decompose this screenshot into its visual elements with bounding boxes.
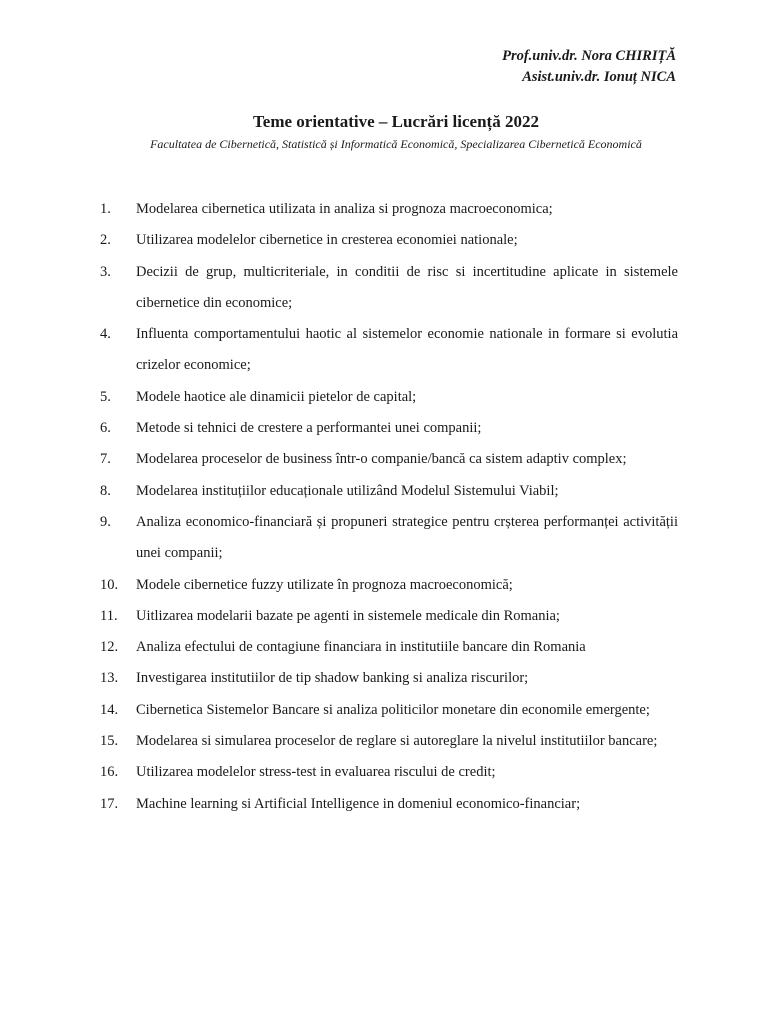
topic-number: 17. xyxy=(100,795,119,812)
topics-list xyxy=(100,194,678,820)
topic-number: 5. xyxy=(100,388,111,405)
topic-text: Analiza efectului de contagiune financiara in institutiile bancare din Romania xyxy=(136,639,586,656)
topic-item xyxy=(100,507,678,570)
topic-number: 2. xyxy=(100,232,111,249)
author-line-2: Asist.univ.dr. Ionuț NICA xyxy=(522,69,676,85)
topic-text: Machine learning si Artificial Intelligence in domeniul economico-financiar; xyxy=(136,795,581,812)
document-title: Teme orientative – Lucrări licență 2022 xyxy=(253,112,539,131)
topic-item xyxy=(100,382,678,413)
topic-number: 3. xyxy=(100,263,111,280)
topic-item xyxy=(100,632,678,663)
topic-number: 10. xyxy=(100,576,119,593)
topic-number: 11. xyxy=(100,607,118,624)
topic-text: Modele haotice ale dinamicii pietelor de capital; xyxy=(136,388,417,405)
topic-item xyxy=(100,225,678,256)
topic-text: Cibernetica Sistemelor Bancare si analiza politicilor monetare din economile emergente; xyxy=(136,701,650,718)
topic-item xyxy=(100,663,678,694)
topic-number: 9. xyxy=(100,513,111,530)
topic-text: Modelarea si simularea proceselor de reglare si autoreglare la nivelul institutiilor bancare; xyxy=(136,733,658,750)
topic-item xyxy=(100,413,678,444)
topic-item xyxy=(100,789,678,820)
topic-number: 4. xyxy=(100,326,111,343)
topic-number: 12. xyxy=(100,639,119,656)
topic-text: Influenta comportamentului haotic al sistemelor economie nationale in formare si evolutia crizelor economice; xyxy=(136,326,678,374)
topic-text: Modelarea proceselor de business într-o companie/bancă ca sistem adaptiv complex; xyxy=(136,451,627,468)
document-subtitle: Facultatea de Cibernetică, Statistică și Informatică Economică, Specializarea Cibernetică Economică xyxy=(150,137,642,151)
authors-block xyxy=(502,46,676,88)
topic-item xyxy=(100,726,678,757)
topic-text: Modele cibernetice fuzzy utilizate în prognoza macroeconomică; xyxy=(136,576,513,593)
topic-item xyxy=(100,194,678,225)
topic-number: 7. xyxy=(100,451,111,468)
topic-number: 6. xyxy=(100,420,111,437)
author-line-1: Prof.univ.dr. Nora CHIRIȚĂ xyxy=(502,48,676,64)
topic-number: 15. xyxy=(100,733,119,750)
topic-number: 13. xyxy=(100,670,119,687)
topic-text: Modelarea cibernetica utilizata in analiza si prognoza macroeconomica; xyxy=(136,201,553,217)
topic-text: Analiza economico-financiară și propuneri strategice pentru crșterea performanței activității unei companii; xyxy=(136,513,678,562)
topic-number: 8. xyxy=(100,482,111,499)
topic-text: Investigarea institutiilor de tip shadow banking si analiza riscurilor; xyxy=(136,670,529,687)
topic-item xyxy=(100,257,678,320)
topic-number: 16. xyxy=(100,764,119,781)
topic-item xyxy=(100,319,678,382)
topic-item xyxy=(100,570,678,601)
topic-item xyxy=(100,476,678,507)
topic-number: 1. xyxy=(100,201,111,217)
topic-text: Utilizarea modelelor stress-test in evaluarea riscului de credit; xyxy=(136,764,496,781)
topic-item xyxy=(100,601,678,632)
topic-text: Uitlizarea modelarii bazate pe agenti in sistemele medicale din Romania; xyxy=(136,607,560,624)
topic-text: Utilizarea modelelor cibernetice in cresterea economiei nationale; xyxy=(136,232,518,249)
topic-text: Modelarea instituțiilor educaționale utilizând Modelul Sistemului Viabil; xyxy=(136,482,559,499)
topic-number: 14. xyxy=(100,701,119,718)
topic-item xyxy=(100,695,678,726)
topic-item xyxy=(100,757,678,788)
topic-text: Decizii de grup, multicriteriale, in conditii de risc si incertitudine aplicate in sistemele cibernetice din economice; xyxy=(136,263,678,311)
topic-item xyxy=(100,444,678,475)
topic-text: Metode si tehnici de crestere a performantei unei companii; xyxy=(136,420,482,437)
